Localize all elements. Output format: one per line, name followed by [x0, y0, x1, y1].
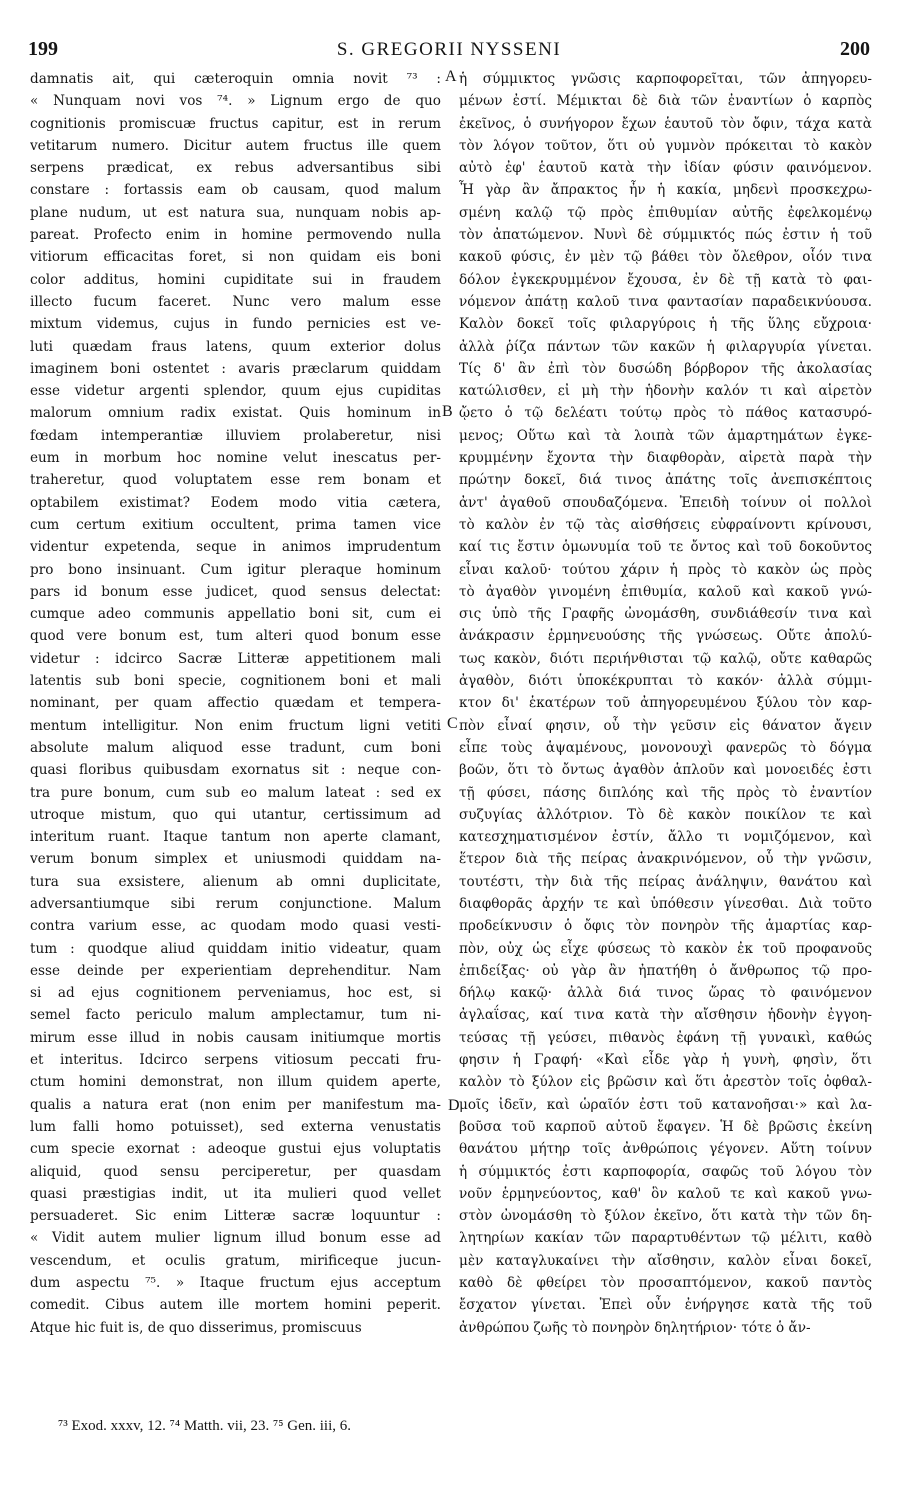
text-line: malorum omnium radix existat. Quis hominum in: [30, 405, 441, 422]
text-line: et interitus. Idcirco serpens vitiosum peccati fru-: [30, 1052, 441, 1069]
text-line: videtur : idcirco Sacræ Litteræ appetitionem mali: [30, 650, 441, 667]
text-line: illecto fucum faceret. Nunc vero malum esse: [30, 293, 441, 310]
text-line: τὸν λόγον τοῦτον, ὅτι οὐ γυμνὸν πρόκειται τὸ κακὸν: [459, 137, 872, 154]
text-line: πὸν, οὐχ ὡς εἶχε φύσεως τὸ κακὸν ἐκ τοῦ προφανοῦς: [459, 940, 872, 957]
text-line: ἐπιδείξας· οὐ γὰρ ἂν ἠπατήθη ὁ ἄνθρωπος τῷ προ-: [459, 962, 872, 979]
text-line: ἔσχατον γίνεται. Ἐπεὶ οὖν ἐνήργησε κατὰ τῆς τοῦ: [459, 1297, 872, 1314]
text-line: ᾤετο ὁ τῷ δελέατι τούτῳ πρὸς τὸ πάθος κατασυρό-: [459, 405, 872, 422]
text-line: νόμενον ἀπάτῃ καλοῦ τινα φαντασίαν παραδεικνύουσα.: [459, 293, 872, 310]
margin-marker-b: B: [442, 403, 453, 420]
text-line: ἀγλαΐσας, καί τινα κατὰ τὴν αἴσθησιν ἡδονὴν ἐγγοη-: [459, 1007, 872, 1024]
text-line: pro bono insinuant. Cum igitur pleraque hominum: [30, 561, 441, 578]
text-line: cum certum exitium occultent, prima tamen vice: [30, 516, 441, 533]
text-line: στὸν ὠνομάσθη τὸ ξύλον ἐκεῖνο, ὅτι κατὰ τὴν τῶν δη-: [459, 1208, 872, 1225]
text-line: Καλὸν δοκεῖ τοῖς φιλαργύροις ἡ τῆς ὕλης εὔχροια·: [459, 316, 872, 333]
text-line: θανάτου μήτηρ τοῖς ἀνθρώποις γέγονεν. Αὕτη τοίνυν: [459, 1141, 872, 1158]
text-line: utroque mistum, quo qui utantur, certissimum ad: [30, 806, 441, 823]
text-line: τουτέστι, τὴν διὰ τῆς πείρας ἀνάληψιν, θανάτου καὶ: [459, 873, 872, 890]
text-line: δόλον ἐγκεκρυμμένον ἔχουσα, ἐν δὲ τῇ κατὰ τὸ φαι-: [459, 271, 872, 288]
text-line: tum : quodque aliud quiddam initio videatur, quam: [30, 940, 441, 957]
footnotes: ⁷³ Exod. xxxv, 12. ⁷⁴ Matth. vii, 23. ⁷⁵ Gen. iii, 6.: [58, 1418, 351, 1434]
text-line: absolute malum aliquod esse tradunt, cum boni: [30, 739, 441, 756]
text-line: plane nudum, ut est natura sua, nunquam nobis ap-: [30, 204, 441, 221]
text-line: μένων ἐστί. Μέμικται δὲ διὰ τῶν ἐναντίων ὁ καρπὸς: [459, 93, 872, 110]
text-line: κατώλισθεν, εἰ μὴ τὴν ἡδονὴν καλόν τι καὶ αἱρετὸν: [459, 383, 872, 400]
text-line: « Vidit autem mulier lignum illud bonum esse ad: [30, 1230, 441, 1247]
text-line: προδείκνυσιν ὁ ὄφις τὸν πονηρὸν τῆς ἁμαρτίας καρ-: [459, 918, 872, 935]
text-line: pareat. Profecto enim in homine permovendo nulla: [30, 227, 441, 244]
text-line: cum specie exornat : adeoque gustui ejus voluptatis: [30, 1141, 441, 1158]
text-line: πὸν εἶναί φησιν, οὗ τὴν γεῦσιν εἰς θάνατον ἄγειν: [459, 717, 872, 734]
text-line: ctum homini demonstrat, non illum quidem aperte,: [30, 1074, 441, 1091]
text-line: verum bonum simplex et uniusmodi quiddam na-: [30, 851, 441, 868]
page-number-left: 199: [28, 38, 58, 60]
text-line: vetitarum numero. Dicitur autem fructus ille quem: [30, 137, 441, 154]
text-line: καλὸν τὸ ξύλον εἰς βρῶσιν καὶ ὅτι ἀρεστὸν τοῖς ὀφθαλ-: [459, 1074, 872, 1091]
text-line: αὐτὸ ἐφ' ἑαυτοῦ κατὰ τὴν ἰδίαν φύσιν φαινόμενον.: [459, 160, 872, 177]
text-line: mentum intelligitur. Non enim fructum ligni vetiti: [30, 717, 441, 734]
text-line: vitiorum efficacitas foret, si non quidam eis boni: [30, 249, 441, 266]
text-line: adversantiumque sibi rerum conjunctione. Malum: [30, 895, 441, 912]
text-line: καί τις ἔστιν ὁμωνυμία τοῦ τε ὄντος καὶ τοῦ δοκοῦντος: [459, 539, 872, 556]
text-line: Τίς δ' ἂν ἐπὶ τὸν δυσώδη βόρβορον τῆς ἀκολασίας: [459, 360, 872, 377]
text-line: τὸν ἀπατώμενον. Νυνὶ δὲ σύμμικτός πώς ἐστιν ἡ τοῦ: [459, 227, 872, 244]
text-line: quod vere bonum est, tum alteri quod bonum esse: [30, 628, 441, 645]
text-line: μὲν καταγλυκαίνει τὴν αἴσθησιν, καλὸν εἶναι δοκεῖ,: [459, 1252, 872, 1269]
text-line: φησιν ἡ Γραφή· «Καὶ εἶδε γὰρ ἡ γυνὴ, φησὶν, ὅτι: [459, 1052, 872, 1069]
text-line: persuaderet. Sic enim Litteræ sacræ loquuntur :: [30, 1208, 441, 1225]
text-line: tura sua exsistere, alienum ab omni duplicitate,: [30, 873, 441, 890]
text-line: semel facto periculo malum amplectamur, tum ni-: [30, 1007, 441, 1024]
text-line: τὸ ἀγαθὸν γινομένη ἐπιθυμία, καλοῦ καὶ κακοῦ γνώ-: [459, 583, 872, 600]
text-line: ἀλλὰ ῥίζα πάντων τῶν κακῶν ἡ φιλαργυρία γίνεται.: [459, 338, 872, 355]
text-line: διαφθορᾶς ἀρχήν τε καὶ ὑπόθεσιν γίνεσθαι. Διὰ τοῦτο: [459, 895, 872, 912]
text-line: aliquid, quod sensu perciperetur, per quasdam: [30, 1163, 441, 1180]
text-line: traheretur, quod voluptatem esse rem bonam et: [30, 472, 441, 489]
text-line: ἀνθρώπου ζωῆς τὸ πονηρὸν δηλητήριον· τότε ὁ ἄν-: [459, 1319, 811, 1336]
text-line: ἡ σύμμικτος γνῶσις καρποφορεῖται, τῶν ἀπηγορευ-: [459, 71, 872, 87]
text-line: εἶπε τοὺς ἁψαμένους, μονονουχὶ φανερῶς τὸ δόγμα: [459, 739, 872, 756]
text-line: λητηρίων κακίαν τῶν παραρτυθέντων τῷ μέλιτι, καθὸ: [459, 1230, 872, 1247]
text-line: si ad ejus cognitionem perveniamus, hoc est, si: [30, 985, 441, 1002]
text-line: ἐκεῖνος, ὁ συνήγορον ἔχων ἑαυτοῦ τὸν ὄφιν, τάχα κατὰ: [459, 115, 872, 132]
text-line: luti quædam fraus latens, quum exterior dolus: [30, 338, 441, 355]
text-line: κρυμμένην ἔχοντα τὴν διαφθορὰν, αἱρετὰ παρὰ τὴν: [459, 450, 872, 467]
text-line: ἀνάκρασιν ἑρμηνευούσης τῆς γνώσεως. Οὔτε ἀπολύ-: [459, 628, 872, 645]
text-line: δήλῳ κακῷ· ἀλλὰ διά τινος ὥρας τὸ φαινόμενον: [459, 985, 872, 1002]
text-line: κακοῦ φύσις, ἐν μὲν τῷ βάθει τὸν ὄλεθρον, οἷόν τινα: [459, 249, 872, 266]
text-line: dum aspectu ⁷⁵. » Itaque fructum ejus acceptum: [30, 1275, 441, 1292]
text-line: βοῦσα τοῦ καρποῦ αὐτοῦ ἔφαγεν. Ἡ δὲ βρῶσις ἐκείνη: [459, 1118, 872, 1135]
text-line: latentis sub boni specie, cognitionem boni et mali: [30, 673, 441, 690]
text-line: ἕτερον διὰ τῆς πείρας ἀνακρινόμενον, οὗ τὴν γνῶσιν,: [459, 851, 872, 868]
text-line: lum falli homo potuisset), sed externa venustatis: [30, 1118, 441, 1135]
text-line: συζυγίας ἀλλότριον. Τὸ δὲ κακὸν ποικίλον τε καὶ: [459, 806, 872, 823]
text-line: ἡ σύμμικτός ἐστι καρποφορία, σαφῶς τοῦ λόγου τὸν: [459, 1163, 872, 1180]
text-line: « Nunquam novi vos ⁷⁴. » Lignum ergo de quo: [30, 93, 441, 110]
text-line: σμένη καλῷ τῷ πρὸς ἐπιθυμίαν αὐτῆς ἐφελκομένῳ: [459, 204, 872, 221]
text-line: κτον δι' ἑκατέρων τοῦ ἀπηγορευμένου ξύλου τὸν καρ-: [459, 695, 872, 712]
text-line: fœdam intemperantiæ illuviem prolaberetur, nisi: [30, 427, 441, 444]
text-line: τῇ φύσει, πάσης διπλόης καὶ τῆς πρὸς τὸ ἐναντίον: [459, 784, 872, 801]
text-line: serpens prædicat, ex rebus adversantibus sibi: [30, 160, 441, 177]
running-title: S. GREGORII NYSSENI: [336, 39, 562, 60]
margin-marker-a: A: [445, 68, 457, 85]
text-line: τεύσας τῇ γεύσει, πιθανὸς ἐφάνη τῇ γυναικὶ, καθώς: [459, 1029, 872, 1046]
text-line: eum in morbum hoc nomine velut inescatus per-: [30, 450, 441, 467]
text-line: mirum esse illud in nobis causam initiumque mortis: [30, 1029, 441, 1046]
text-line: Atque hic fuit is, de quo disserimus, promiscuus: [30, 1319, 362, 1336]
text-line: esse deinde per experientiam deprehenditur. Nam: [30, 962, 441, 979]
text-line: βοῶν, ὅτι τὸ ὄντως ἀγαθὸν ἁπλοῦν καὶ μονοειδές ἐστι: [459, 762, 872, 779]
text-line: optabilem existimat? Eodem modo vitia cætera,: [30, 494, 441, 511]
text-line: vescendum, et oculis gratum, mirificeque jucun-: [30, 1252, 441, 1269]
latin-column: [30, 68, 441, 1339]
text-line: Ἦ γὰρ ἂν ἄπρακτος ἦν ἡ κακία, μηδενὶ προσκεχρω-: [459, 182, 872, 199]
text-line: μοῖς ἰδεῖν, καὶ ὡραῖόν ἐστι τοῦ κατανοῆσαι·» καὶ λα-: [459, 1096, 872, 1113]
text-line: contra varium esse, ac quodam modo quasi vesti-: [30, 918, 441, 935]
text-line: εἶναι καλοῦ· τούτου χάριν ἡ πρὸς τὸ κακὸν ὡς πρὸς: [459, 561, 872, 578]
text-line: μενος; Οὕτω καὶ τὰ λοιπὰ τῶν ἁμαρτημάτων ἐγκε-: [459, 427, 872, 444]
text-line: ἀγαθὸν, διότι ὑποκέκρυπται τὸ κακόν· ἀλλὰ σύμμι-: [459, 673, 872, 690]
text-line: constare : fortassis eam ob causam, quod malum: [30, 182, 441, 199]
text-line: interitum ruant. Itaque tantum non aperte clamant,: [30, 829, 441, 846]
greek-column: [459, 68, 872, 1339]
text-line: imaginem boni ostentet : avaris præclarum quiddam: [30, 360, 441, 377]
text-line: νοῦν ἑρμηνεύοντος, καθ' ὃν καλοῦ τε καὶ κακοῦ γνω-: [459, 1185, 872, 1202]
text-line: ἀντ' ἀγαθοῦ σπουδαζόμενα. Ἐπειδὴ τοίνυν οἱ πολλοὶ: [459, 494, 872, 511]
margin-marker-d: D: [448, 1097, 460, 1114]
text-line: damnatis ait, qui cæteroquin omnia novit ⁷³ :: [30, 71, 441, 87]
text-line: cognitionis promiscuæ fructus capitur, est in rerum: [30, 115, 441, 132]
page-header: [28, 38, 870, 66]
page-number-right: 200: [840, 38, 870, 60]
text-line: quasi præstigias indit, ut ita mulieri quod vellet: [30, 1185, 441, 1202]
margin-marker-c: C: [447, 715, 458, 732]
text-line: σις ὑπὸ τῆς Γραφῆς ὠνομάσθη, συνδιάθεσίν τινα καὶ: [459, 606, 872, 623]
text-line: videntur expetenda, seque in animos imprudentum: [30, 539, 441, 556]
text-line: τως κακὸν, διότι περιήνθισται τῷ καλῷ, οὔτε καθαρῶς: [459, 650, 872, 667]
text-line: nominant, per quam affectio quædam et tempera-: [30, 695, 441, 712]
text-line: tra pure bonum, cum sub eo malum lateat : sed ex: [30, 784, 441, 801]
text-line: καθὸ δὲ φθείρει τὸν προσαπτόμενον, κακοῦ παντὸς: [459, 1275, 872, 1292]
text-line: mixtum videmus, cujus in fundo pernicies est ve-: [30, 316, 441, 333]
text-line: comedit. Cibus autem ille mortem homini peperit.: [30, 1297, 441, 1314]
text-line: cumque adeo communis appellatio boni sit, cum ei: [30, 606, 441, 623]
text-line: qualis a natura erat (non enim per manifestum ma-: [30, 1096, 441, 1113]
text-line: πρώτην δοκεῖ, διά τινος ἀπάτης τοῖς ἀνεπισκέπτοις: [459, 472, 872, 489]
text-line: color additus, homini cupiditate sui in fraudem: [30, 271, 441, 288]
text-line: κατεσχηματισμένον ἐστίν, ἄλλο τι νομιζόμενον, καὶ: [459, 829, 872, 846]
text-line: τὸ καλὸν ἐν τῷ τὰς αἰσθήσεις εὐφραίνοντι κρίνουσι,: [459, 516, 872, 533]
text-line: esse videtur argenti splendor, quum ejus cupiditas: [30, 383, 441, 400]
text-line: quasi floribus quibusdam exornatus sit : neque con-: [30, 762, 441, 779]
text-line: pars id bonum esse judicet, quod sensus delectat:: [30, 583, 441, 600]
